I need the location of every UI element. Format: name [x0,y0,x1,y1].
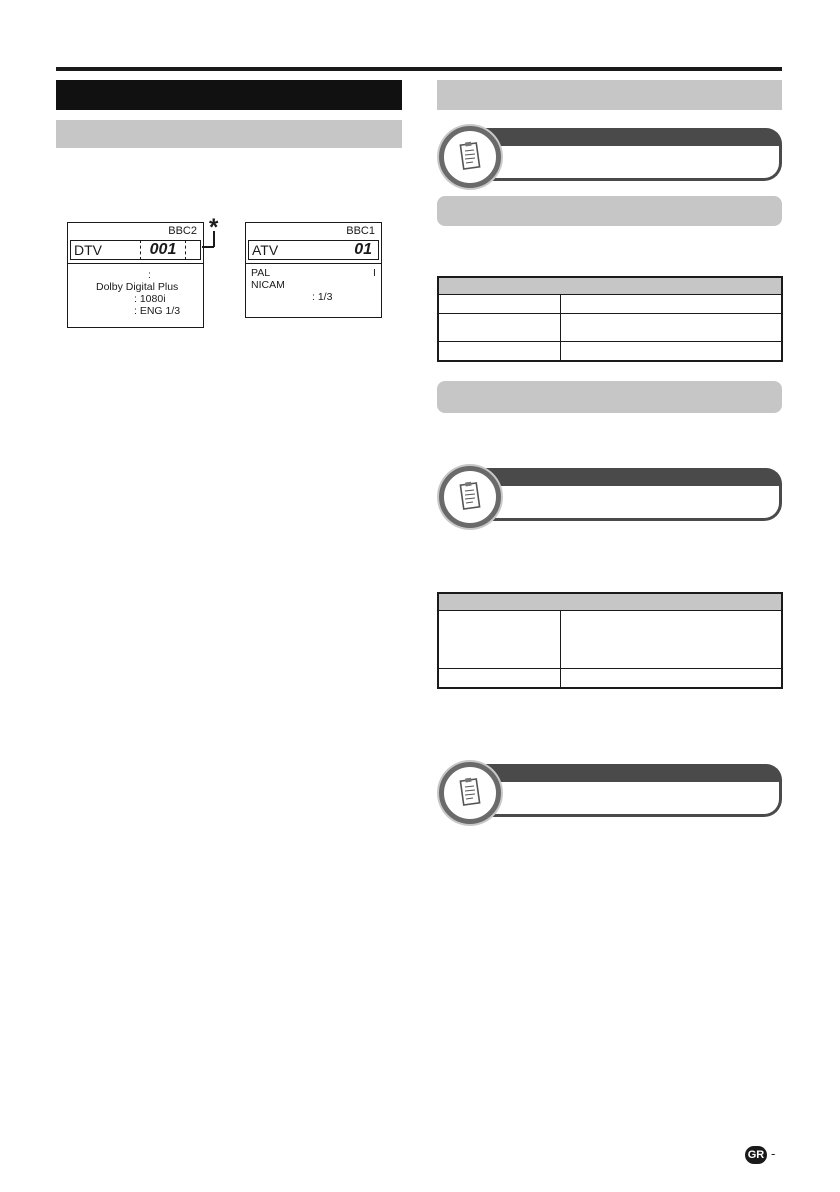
channel-number: 01 [354,241,372,258]
settings-table [437,592,783,689]
color-system: PAL [251,267,271,279]
section-heading-bar [437,80,782,110]
note-header [473,128,782,146]
osd-divider [246,263,381,264]
subsection-heading-bar [437,381,782,413]
table-row [438,295,782,314]
note-body [473,486,782,521]
language-badge: GR [745,1146,767,1164]
settings-table [437,276,783,362]
note-header [473,468,782,486]
audio-mode: NICAM [251,279,285,291]
channel-name: BBC1 [346,225,375,237]
note-box [437,762,782,824]
memo-icon [459,777,481,807]
osd-divider [68,263,203,264]
info-line: : [148,269,151,281]
section-heading-bar [56,80,402,110]
channel-name: BBC2 [168,225,197,237]
table-row [438,611,782,669]
dtv-osd-display [67,222,204,328]
page-number-dash: - [771,1146,776,1161]
table-header [438,277,782,295]
table-row [438,342,782,361]
top-rule [56,67,782,71]
channel-type: ATV [252,242,279,258]
table-row [438,314,782,342]
audio-track: : 1/3 [312,291,333,303]
audio-language: : ENG 1/3 [134,305,181,317]
callout-marker: * [209,214,219,241]
channel-row [70,240,201,260]
subsection-heading-bar [437,196,782,226]
memo-icon [459,141,481,171]
atv-osd-display [245,222,382,318]
note-badge [439,126,501,188]
channel-number: 001 [140,240,186,260]
note-badge [439,762,501,824]
subsection-heading-bar [56,120,402,148]
note-badge [439,466,501,528]
video-resolution: : 1080i [134,293,166,305]
table-header [438,593,782,611]
sound-system: I [373,267,376,279]
note-body [473,782,782,817]
channel-row [248,240,379,260]
note-box [437,126,782,188]
note-box [437,466,782,528]
audio-format: Dolby Digital Plus [96,281,179,293]
memo-icon [459,481,481,511]
note-body [473,146,782,181]
table-row [438,669,782,688]
note-header [473,764,782,782]
channel-type: DTV [74,242,102,258]
